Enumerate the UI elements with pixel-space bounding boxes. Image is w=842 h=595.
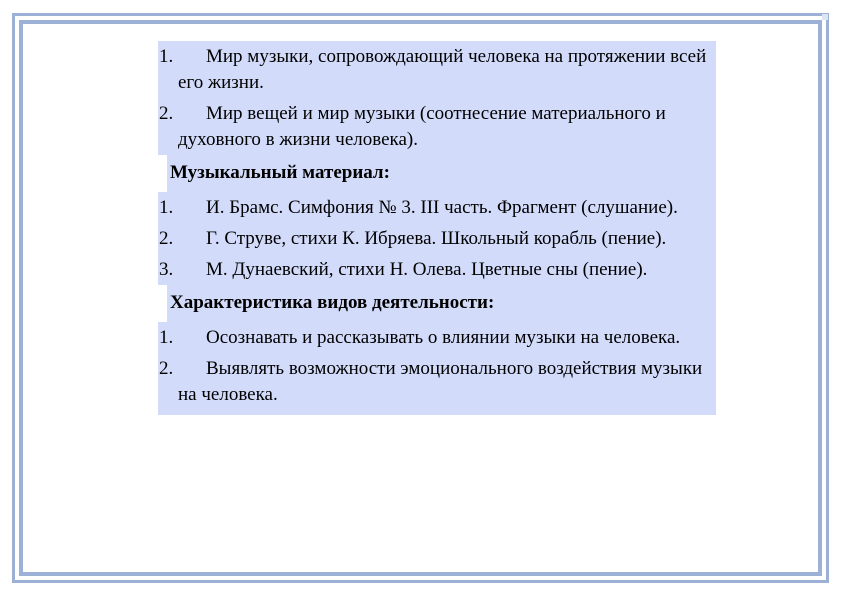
list-item-text: Мир музыки, сопровождающий человека на протяжении всей его жизни. — [178, 46, 707, 93]
list-item-text: М. Дунаевский, стихи Н. Олева. Цветные сны (пение). — [206, 259, 648, 280]
list-item — [158, 322, 716, 353]
activity-list — [158, 322, 716, 415]
list-item-number: 1. — [159, 46, 174, 67]
list-item-text: Г. Струве, стихи К. Ибряева. Школьный корабль (пение). — [206, 228, 667, 249]
list-item-text: Мир вещей и мир музыки (соотнесение материального и духовного в жизни человека). — [178, 103, 666, 150]
section-heading-activity: Характеристика видов деятельности: — [167, 285, 716, 322]
slide-content — [158, 41, 716, 415]
heading-row — [158, 285, 716, 322]
list-item-text: И. Брамс. Симфония № 3. III часть. Фрагмент (слушание). — [206, 197, 678, 218]
list-item-text: Осознавать и рассказывать о влиянии музыки на человека. — [206, 327, 681, 348]
list-item-number: 1. — [159, 327, 174, 348]
list-item-number: 1. — [159, 197, 174, 218]
list-item — [158, 353, 716, 410]
list-item — [158, 192, 716, 223]
list-item — [158, 254, 716, 285]
list-item-number: 2. — [159, 228, 174, 249]
topics-list — [158, 41, 716, 155]
list-item — [158, 98, 716, 155]
heading-row — [158, 155, 716, 192]
list-item-number: 2. — [159, 358, 174, 379]
list-item-text: Выявлять возможности эмоционального воздействия музыки на человека. — [178, 358, 703, 405]
material-list — [158, 192, 716, 285]
frame-corner — [822, 14, 828, 20]
list-item — [158, 223, 716, 254]
list-item-number: 2. — [159, 103, 174, 124]
section-heading-material: Музыкальный материал: — [167, 155, 716, 192]
list-item — [158, 41, 716, 98]
list-item-number: 3. — [159, 259, 174, 280]
